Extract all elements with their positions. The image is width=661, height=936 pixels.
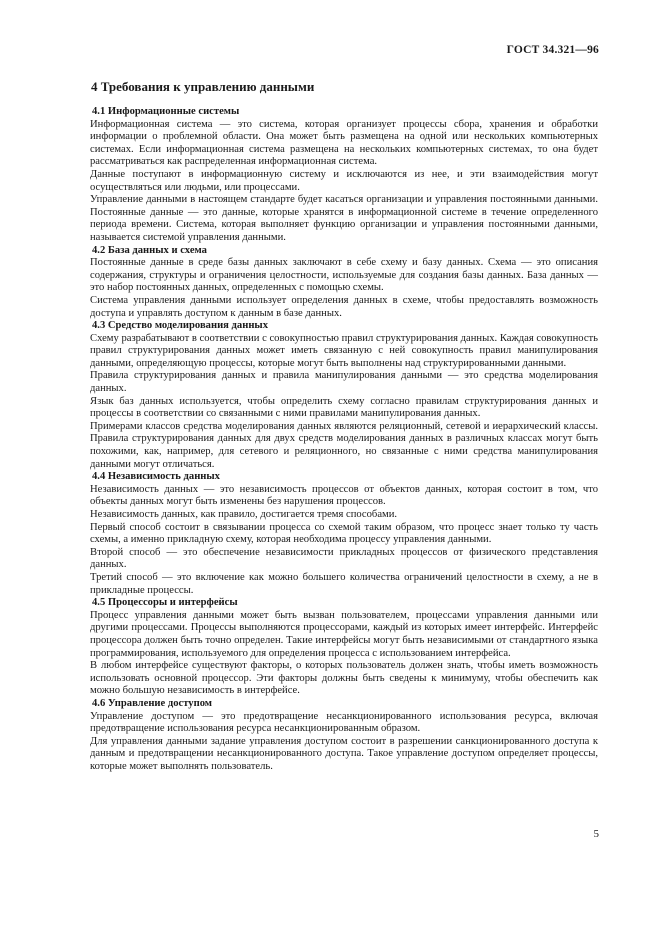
paragraph: Независимость данных — это независимость процессов от объектов данных, которая состоит в том, что объекты данных могут быть изменены без нарушения процессов. xyxy=(90,483,598,508)
paragraph: Управление данными в настоящем стандарте будет касаться организации и управления постоянными данными. Постоянные данные — это данные, которые хранятся в информационной системе в течение определенного периода времени. Система, которая выполняет функцию организации и управления постоянными данными, называется системой управления данными. xyxy=(90,194,598,243)
section-heading: 4.1 Информационные системы xyxy=(92,106,240,117)
paragraph: Для управления данными задание управления доступом состоит в разрешении санкционированного доступа к данным и предотвращении несанкционированного доступа. Такое управление доступом определяет процессы, которые может выполнять пользователь. xyxy=(90,735,598,772)
page-number: 5 xyxy=(593,828,599,840)
paragraph: Второй способ — это обеспечение независимости прикладных процессов от физического представления данных. xyxy=(90,546,598,571)
paragraph: Первый способ состоит в связывании процесса со схемой таким образом, что процесс знает только ту часть схемы, а именно прикладную схему, которая необходима процессу управления данными. xyxy=(90,521,598,546)
paragraph: Система управления данными использует определения данных в схеме, чтобы предоставлять возможность доступа и управлять доступом к данным в базе данных. xyxy=(90,294,598,319)
paragraph: Независимость данных, как правило, достигается тремя способами. xyxy=(90,509,398,520)
paragraph: Примерами классов средства моделирования данных являются реляционный, сетевой и иерархический классы. Правила структурирования данных для двух средств моделирования данных в различных классах могут быть похожими, как, например, для сетевого и реляционного, но связанные с ними средства манипулирования данными могут отличаться. xyxy=(90,420,598,470)
paragraph: Процесс управления данными может быть вызван пользователем, процессами управления данными или другими процессами. Процессы выполняются процессорами, каждый из которых имеет интерфейс. Интерфейс процессора должен быть точно определен. Такие интерфейсы могут быть независимыми от стандартного языка программирования, используемого для определения процесса с использованием интерфейса. xyxy=(90,609,598,659)
paragraph: В любом интерфейсе существуют факторы, о которых пользователь должен знать, чтобы иметь возможность использовать основной процессор. Эти факторы должны быть сведены к минимуму, чтобы обеспечить как можно большую независимость в интерфейсе. xyxy=(90,660,598,697)
section-heading: 4.5 Процессоры и интерфейсы xyxy=(92,597,238,609)
chapter-heading: 4 Требования к управлению данными xyxy=(91,79,315,94)
paragraph: Данные поступают в информационную систему и исключаются из нее, и эти взаимодействия могут осуществляться или людьми, или процессами. xyxy=(90,168,598,193)
section-heading: 4.2 База данных и схема xyxy=(92,244,207,256)
paragraph: Информационная система — это система, которая организует процессы сбора, хранения и обработки информации о проблемной области. Она может быть размещена на одной или нескольких компьютерных системах. Если информационная система размещена на нескольких компьютерных системах, то она будет рассматриваться как распределенная информационная система. xyxy=(90,118,598,168)
paragraph: Правила структурирования данных и правила манипулирования данными — это средства моделирования данных. xyxy=(90,370,598,395)
paragraph: Постоянные данные в среде базы данных заключают в себе схему и базу данных. Схема — это описания содержания, структуры и ограничения целостности, используемые для создания базы данных. База данных — это набор постоянных данных, определенных с помощью схемы. xyxy=(90,257,598,294)
section-heading: 4.6 Управление доступом xyxy=(92,697,213,709)
document-code: ГОСТ 34.321—96 xyxy=(506,44,599,56)
paragraph: Язык баз данных используется, чтобы определить схему согласно правилам структурирования данных и процессы в соответствии со связанными с ними правилами манипулирования данных. xyxy=(90,395,598,420)
document-body xyxy=(90,106,598,773)
paragraph: Третий способ — это включение как можно большего количества ограничений целостности в схему, а не в прикладные процессы. xyxy=(90,571,598,596)
section-heading: 4.3 Средство моделирования данных xyxy=(92,320,268,332)
paragraph: Управление доступом — это предотвращение несанкционированного использования ресурса, включая предотвращение использования ресурса несанкционированным образом. xyxy=(90,710,598,735)
section-heading: 4.4 Независимость данных xyxy=(92,471,220,483)
paragraph: Схему разрабатывают в соответствии с совокупностью правил структурирования данных. Каждая совокупность правил структурирования данных может иметь связанную с ней совокупность правил манипулирования данными, определяющую процессы, которые могут быть выполнены над структурированными данными. xyxy=(90,332,598,369)
